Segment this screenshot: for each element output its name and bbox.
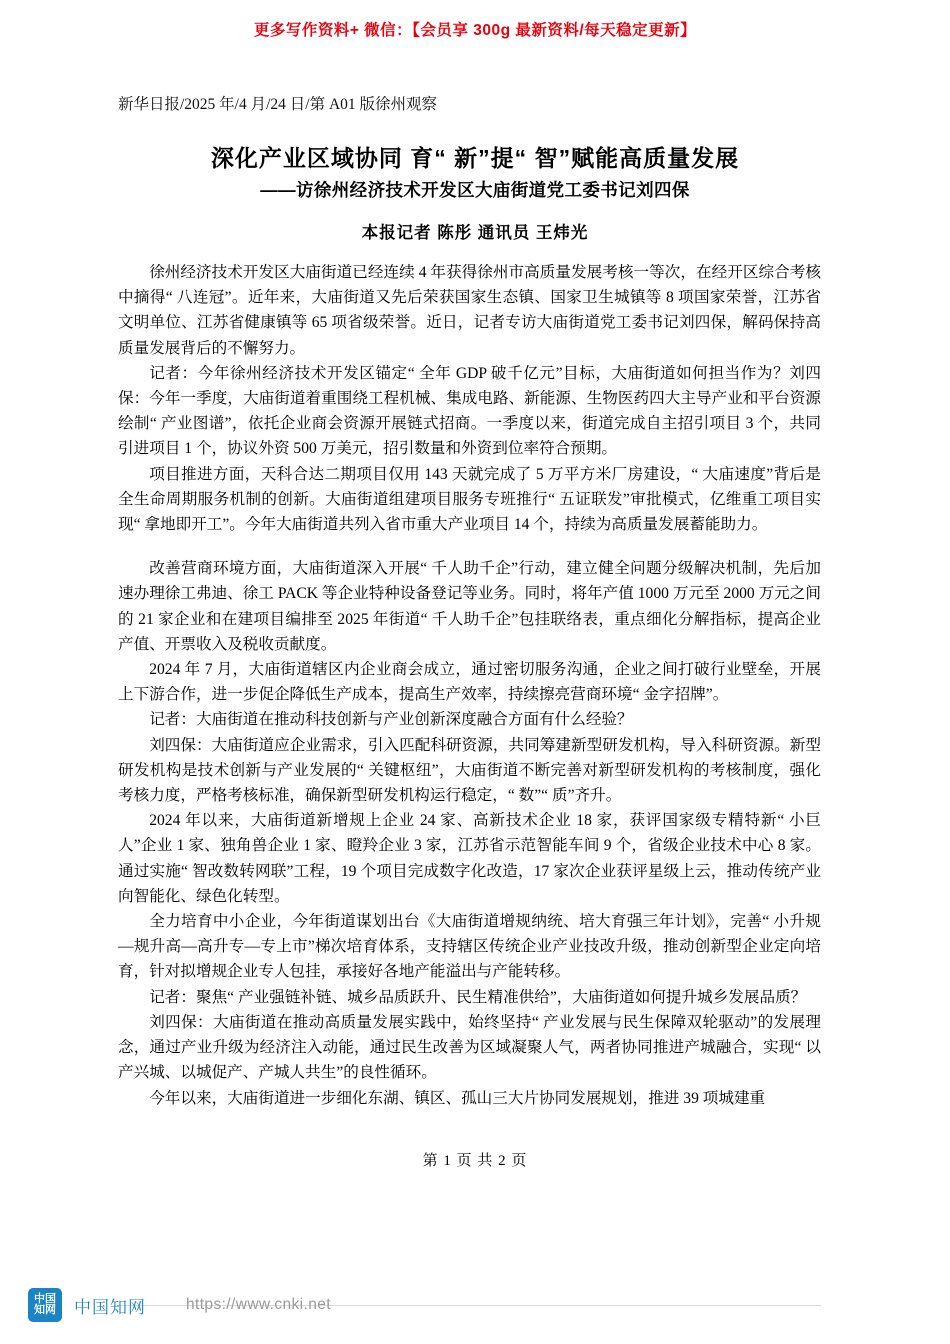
cnki-brand-label: 中国知网 [74, 1297, 146, 1317]
page-number: 第 1 页 共 2 页 [422, 1153, 528, 1169]
paragraph: 记者：聚焦“ 产业强链补链、城乡品质跃升、民生精准供给”，大庙街道如何提升城乡发展品质？ [149, 988, 807, 1006]
cnki-logo-line1: 中国 [34, 1293, 56, 1305]
paragraph: 项目推进方面，天科合达二期项目仅用 143 天就完成了 5 万平方米厂房建设，“ 大庙速度”背后是全生命周期服务机制的创新。大庙街道组建项目服务专班推行“ 五证联发”审批模式，亿维重工项目实现“ 拿地即开工”。今年大庙街道共列入省市重大产业项目 14 个，持续为高质量发展蓄能助力。 [118, 465, 821, 534]
paragraph: 改善营商环境方面，大庙街道深入开展“ 千人助千企”行动，建立健全问题分级解决机制，先后加速办理徐工弗迪、徐工 PACK 等企业特种设备登记等业务。同时，将年产值 1000 万元至 2000 万元之间的 21 家企业和在建项目编排至 2025 年街道“ 千人助千企”包挂联络表，重点细化分解指标，提高企业产值、开票收入及税收贡献度。 [118, 560, 821, 653]
paragraph: 刘四保：大庙街道应企业需求，引入匹配科研资源，共同筹建新型研发机构，导入科研资源。新型研发机构是技术创新与产业发展的“ 关键枢纽”，大庙街道不断完善对新型研发机构的考核制度，强化考核力度，严格考核标准，确保新型研发机构运行稳定，“ 数”“ 质”齐升。 [118, 736, 821, 805]
document-page [0, 62, 950, 1247]
paragraph: 记者：大庙街道在推动科技创新与产业创新深度融合方面有什么经验？ [149, 711, 633, 729]
cnki-url[interactable]: https://www.cnki.net [186, 1296, 331, 1313]
paragraph: 记者：今年徐州经济技术开发区锚定“ 全年 GDP 破千亿元”目标，大庙街道如何担当作为？刘四保：今年一季度，大庙街道着重围绕工程机械、集成电路、新能源、生物医药四大主导产业和平台资源绘制“ 产业图谱”，依托企业商会资源开展链式招商。一季度以来，街道完成自主招引项目 3 个，共同引进项目 1 个，协议外资 500 万美元，招引数量和外资到位率符合预期。 [118, 364, 821, 458]
promo-banner [0, 18, 950, 40]
paragraph: 2024 年以来，大庙街道新增规上企业 24 家、高新技术企业 18 家，获评国家级专精特新“ 小巨人”企业 1 家、独角兽企业 1 家、瞪羚企业 3 家，江苏省示范智能车间 9 个，省级企业技术中心 8 家。通过实施“ 智改数转网联”工程，19 个项目完成数字化改造，17 家次企业获评星级上云，推动传统产业向智能化、绿色化转型。 [118, 812, 821, 905]
byline: 本报记者 陈彤 通讯员 王炜光 [361, 224, 589, 242]
paragraph: 今年以来，大庙街道进一步细化东湖、镇区、孤山三大片协同发展规划，推进 39 项城建重 [149, 1089, 766, 1107]
cnki-logo-line2: 知网 [34, 1304, 56, 1316]
paragraph: 刘四保：大庙街道在推动高质量发展实践中，始终坚持“ 产业发展与民生保障双轮驱动”的发展理念，通过产业升级为经济注入动能，通过民生改善为区域凝聚人气，两者协同推进产城融合，实现“ 以产兴城、以城促产、产城人共生”的良性循环。 [118, 1013, 821, 1082]
document-source: 新华日报/2025 年/4 月/24 日/第 A01 版徐州观察 [118, 96, 438, 113]
page-title: 深化产业区域协同 育“ 新”提“ 智”赋能高质量发展 [210, 145, 740, 171]
paragraph: 徐州经济技术开发区大庙街道已经连续 4 年获得徐州市高质量发展考核一等次，在经开区综合考核中摘得“ 八连冠”。近年来，大庙街道又先后荣获国家生态镇、国家卫生城镇等 8 项国家荣誉，江苏省文明单位、江苏省健康镇等 65 项省级荣誉。近日，记者专访大庙街道党工委书记刘四保，解码保持高质量发展背后的不懈努力。 [118, 264, 821, 357]
cnki-logo-icon [28, 1288, 62, 1322]
article-body [118, 260, 821, 1111]
cnki-watermark [28, 1288, 331, 1322]
page-subtitle: ——访徐州经济技术开发区大庙街道党工委书记刘四保 [260, 180, 690, 200]
promo-banner-text: 更多写作资料+ 微信：【会员享 300g 最新资料/每天稳定更新】 [253, 22, 697, 39]
paragraph: 全力培育中小企业，今年街道谋划出台《大庙街道增规纳统、培大育强三年计划》，完善“ 小升规—规升高—高升专—专上市”梯次培育体系，支持辖区传统企业产业技改升级，推动创新型企业定向培育，针对拟增规企业专人包挂，承接好各地产能溢出与产能转移。 [118, 913, 821, 981]
paragraph: 2024 年 7 月，大庙街道辖区内企业商会成立，通过密切服务沟通，企业之间打破行业壁垒，开展上下游合作，进一步促企降低生产成本，提高生产效率，持续擦亮营商环境“ 金字招牌”。 [118, 661, 821, 704]
